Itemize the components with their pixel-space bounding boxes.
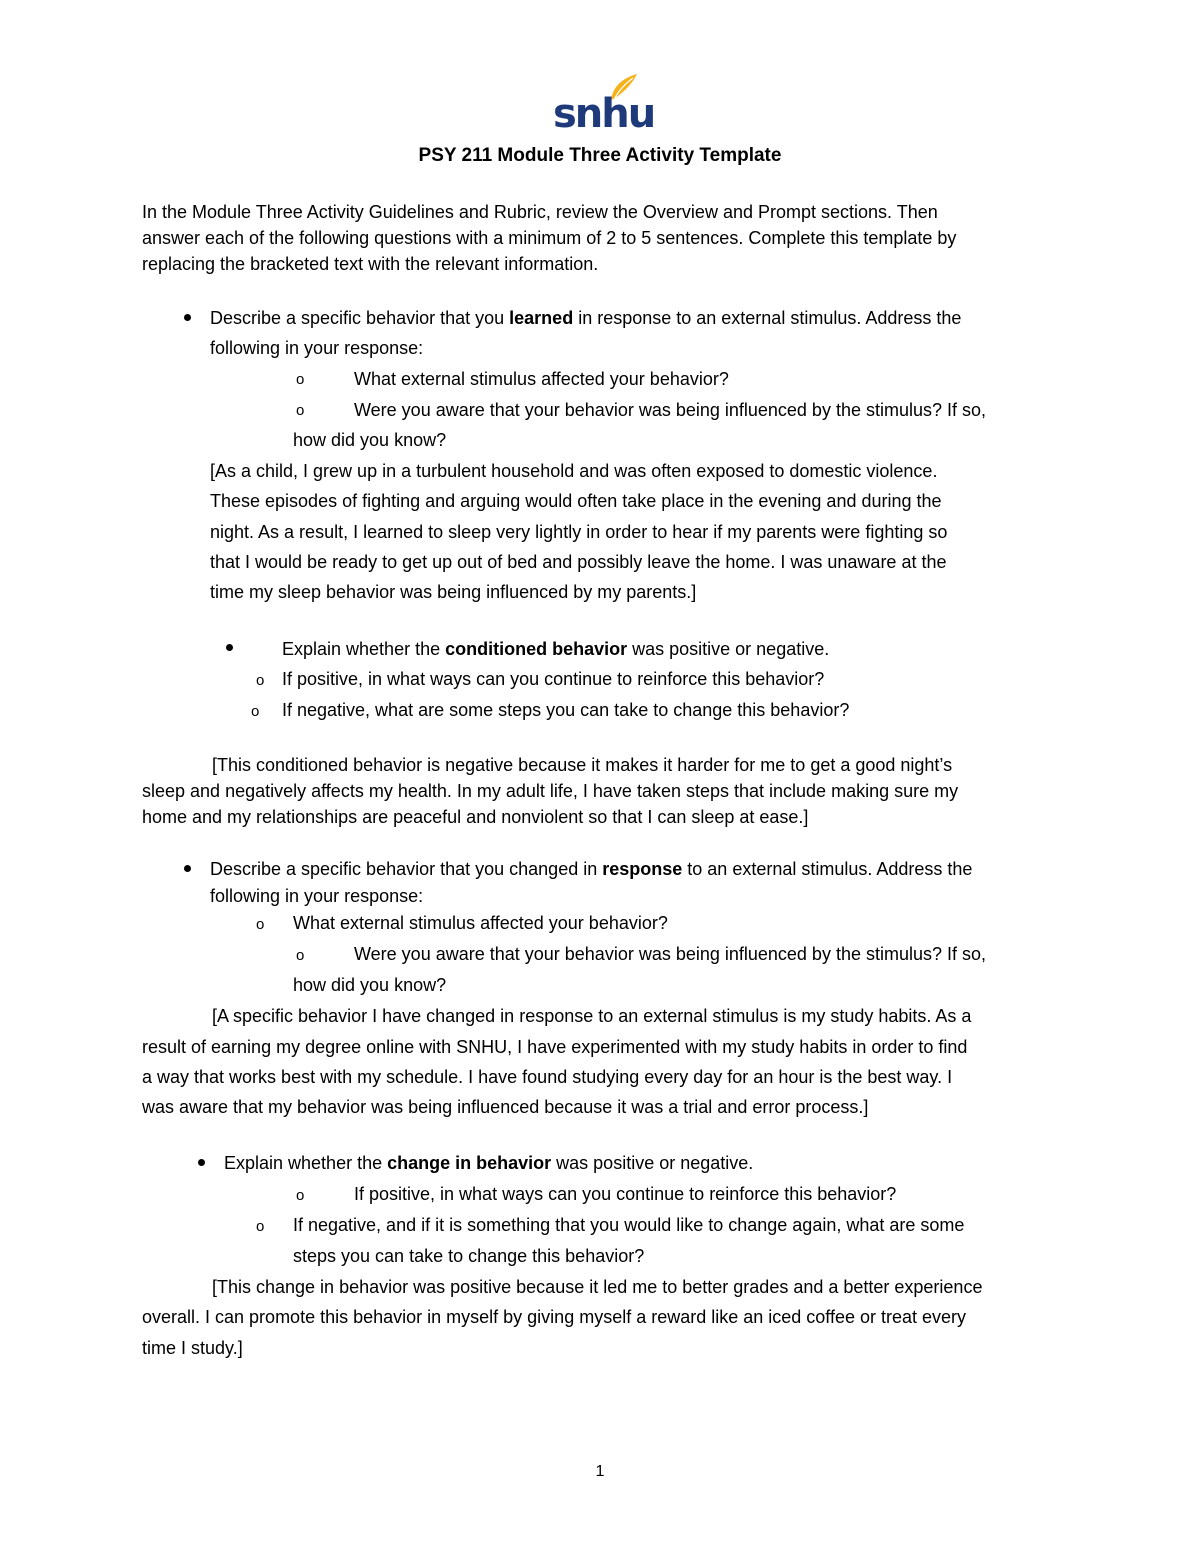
sub-marker: o — [296, 371, 305, 388]
q3-answer-line-2: result of earning my degree online with SNHU, I have experimented with my study habits in order to find — [142, 1037, 968, 1057]
q2-sub-1: If positive, in what ways can you continue to reinforce this behavior? — [282, 669, 825, 689]
sub-marker: o — [296, 402, 305, 419]
page-number: 1 — [595, 1463, 605, 1480]
intro-line-3: replacing the bracketed text with the relevant information. — [142, 254, 599, 274]
q3-line-2: following in your response: — [210, 886, 424, 906]
q2-sub-2: If negative, what are some steps you can take to change this behavior? — [282, 700, 850, 720]
sub-marker: o — [256, 672, 265, 689]
q3-sub-2-line-1: Were you aware that your behavior was being influenced by the stimulus? If so, — [354, 944, 987, 964]
q3-answer-line-4: was aware that my behavior was being influenced because it was a trial and error process.] — [142, 1097, 869, 1117]
q3-answer-line-1: [A specific behavior I have changed in response to an external stimulus is my study habits. As a — [212, 1006, 972, 1026]
intro-line-2: answer each of the following questions with a minimum of 2 to 5 sentences. Complete this template by — [142, 228, 957, 248]
sub-marker: o — [296, 1187, 305, 1204]
q1-text-bold: learned — [509, 308, 574, 328]
q1-line-1 — [210, 307, 961, 329]
q4-text-bold: change in behavior — [387, 1153, 552, 1173]
q1-text-pre: Describe a specific behavior that you — [210, 308, 510, 328]
q1-answer-line-3: night. As a result, I learned to sleep very lightly in order to hear if my parents were fighting so — [210, 522, 948, 542]
q1-answer-line-2: These episodes of fighting and arguing would often take place in the evening and during the — [210, 491, 942, 511]
q4-answer-line-1: [This change in behavior was positive because it led me to better grades and a better experience — [212, 1277, 983, 1297]
page-title: PSY 211 Module Three Activity Template — [418, 145, 782, 166]
intro-line-1: In the Module Three Activity Guidelines and Rubric, review the Overview and Prompt sections. Then — [142, 202, 938, 222]
q2-text-bold: conditioned behavior — [445, 639, 628, 659]
bullet-icon — [184, 865, 191, 872]
sub-marker: o — [296, 947, 305, 964]
q1-sub-2-line-1: Were you aware that your behavior was being influenced by the stimulus? If so, — [354, 400, 987, 420]
q4-answer-line-2: overall. I can promote this behavior in myself by giving myself a reward like an iced coffee or treat every — [142, 1307, 967, 1327]
q2-text-post: was positive or negative. — [627, 639, 830, 659]
sub-marker: o — [256, 916, 265, 933]
q3-text-pre: Describe a specific behavior that you changed in — [210, 859, 603, 879]
q4-text-post: was positive or negative. — [551, 1153, 754, 1173]
bullet-icon — [226, 644, 233, 651]
q4-sub-2-line-1: If negative, and if it is something that you would like to change again, what are some — [293, 1215, 965, 1235]
q3-sub-1: What external stimulus affected your behavior? — [293, 913, 668, 933]
q1-answer-line-1: [As a child, I grew up in a turbulent household and was often exposed to domestic violence. — [210, 461, 938, 481]
sub-marker: o — [256, 1218, 265, 1235]
logo-text: snhu — [553, 91, 655, 137]
q2-text-pre: Explain whether the — [282, 639, 446, 659]
bullet-icon — [184, 314, 191, 321]
q1-answer-line-5: time my sleep behavior was being influenced by my parents.] — [210, 582, 697, 602]
q1-line-2: following in your response: — [210, 338, 424, 358]
q4-sub-1: If positive, in what ways can you continue to reinforce this behavior? — [354, 1184, 897, 1204]
bullet-icon — [198, 1159, 205, 1166]
q4-answer-line-3: time I study.] — [142, 1338, 243, 1358]
q3-line-1 — [210, 858, 972, 880]
q2-answer-line-2: sleep and negatively affects my health. In my adult life, I have taken steps that include making sure my — [142, 781, 959, 801]
q1-sub-2-line-2: how did you know? — [293, 430, 447, 450]
q1-answer-line-4: that I would be ready to get up out of bed and possibly leave the home. I was unaware at the — [210, 552, 947, 572]
q1-sub-1: What external stimulus affected your behavior? — [354, 369, 729, 389]
q4-line-1 — [224, 1152, 753, 1174]
q3-text-post: to an external stimulus. Address the — [682, 859, 973, 879]
q4-text-pre: Explain whether the — [224, 1153, 388, 1173]
q2-line-1 — [282, 638, 829, 660]
q3-sub-2-line-2: how did you know? — [293, 975, 447, 995]
q3-answer-line-3: a way that works best with my schedule. I have found studying every day for an hour is the best way. I — [142, 1067, 953, 1087]
q1-text-post: in response to an external stimulus. Address the — [573, 308, 962, 328]
q2-answer-line-3: home and my relationships are peaceful and nonviolent so that I can sleep at ease.] — [142, 807, 809, 827]
snhu-logo — [553, 72, 655, 137]
q3-text-bold: response — [602, 859, 683, 879]
sub-marker: o — [251, 703, 260, 720]
q4-sub-2-line-2: steps you can take to change this behavior? — [293, 1246, 645, 1266]
q2-answer-line-1: [This conditioned behavior is negative because it makes it harder for me to get a good night’s — [212, 755, 953, 775]
